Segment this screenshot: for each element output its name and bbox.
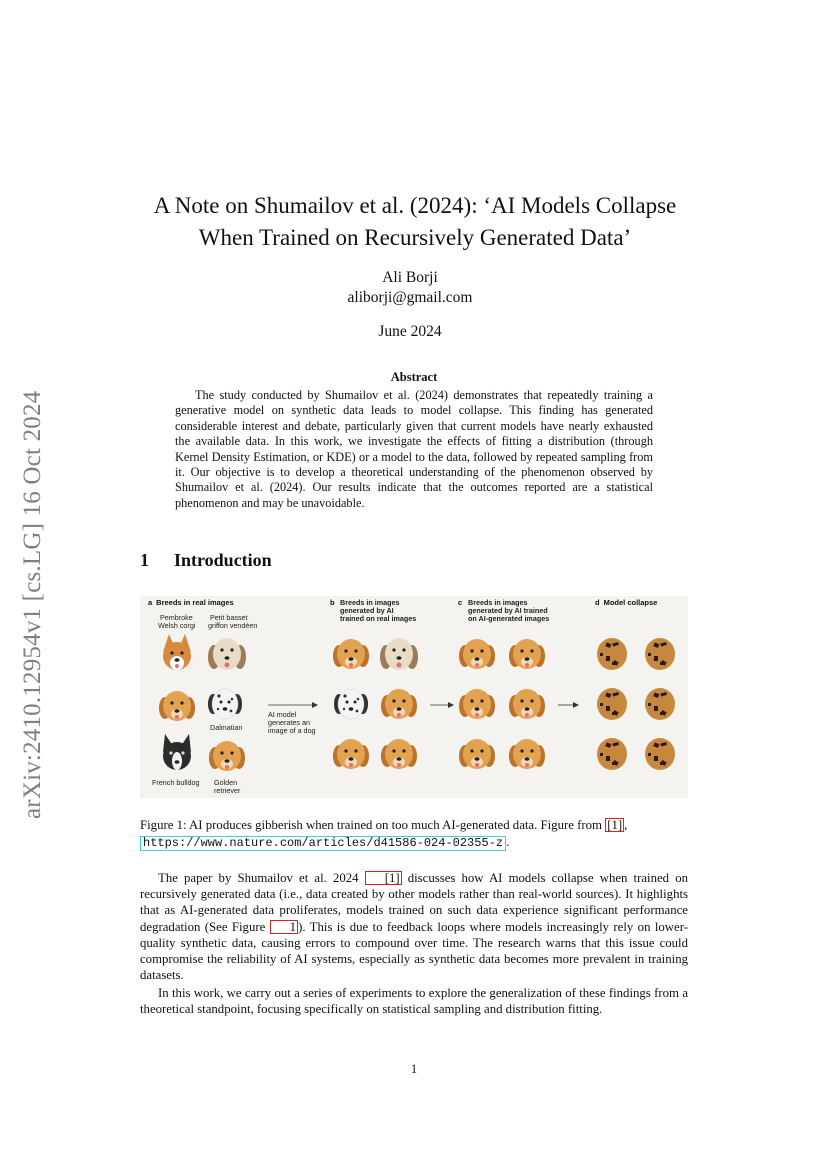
figure-reference-link[interactable]: 1 bbox=[270, 920, 298, 934]
panel-b-letter: b bbox=[330, 598, 335, 607]
paper-title bbox=[100, 190, 730, 254]
intro-paragraph-2: In this work, we carry out a series of experiments to explore the generalization of these findings from a theoretical standpoint, focusing specifically on statistical sampling and distribution fitting. bbox=[140, 986, 688, 1017]
gen2-dog-icon bbox=[459, 689, 495, 719]
figure-source-link[interactable]: https://www.nature.com/articles/d41586-024-02355-z bbox=[140, 836, 506, 851]
gen1-dalmatian-icon bbox=[334, 689, 368, 719]
arrowhead-icon bbox=[573, 702, 579, 708]
arxiv-identifier: arXiv:2410.12954v1 [cs.LG] 16 Oct 2024 bbox=[19, 390, 46, 820]
paragraph-text: discusses how AI models collapse when trained on recursively generated data (i.e., data created by other models rather than real-world sources). It highlights that as AI-generated data proliferates, models trained on such data experience significant performance degradation (See Figure bbox=[140, 871, 688, 934]
arrowhead-icon bbox=[448, 702, 454, 708]
arrow-label-1: AI model bbox=[268, 710, 297, 719]
dog-griffon-icon bbox=[208, 638, 246, 670]
gen1-dog-icon bbox=[333, 739, 369, 769]
dog-dalmatian-icon bbox=[208, 689, 242, 719]
panel-b-title-2: generated by AI bbox=[340, 606, 394, 615]
figure-illustration bbox=[140, 596, 688, 798]
gen2-dog-icon bbox=[509, 689, 545, 719]
title-line-1: A Note on Shumailov et al. (2024): ‘AI Models Collapse bbox=[153, 193, 677, 218]
panel-b-title-3: trained on real images bbox=[340, 614, 417, 623]
collapsed-dog-icon bbox=[597, 738, 627, 770]
panel-b-title-1: Breeds in images bbox=[340, 598, 400, 607]
author-block bbox=[220, 268, 600, 342]
gen1-dog-icon bbox=[381, 689, 417, 719]
label-golden-2: retriever bbox=[214, 786, 241, 795]
citation-link[interactable]: [1] bbox=[365, 871, 402, 885]
title-line-2: When Trained on Recursively Generated Data’ bbox=[198, 225, 632, 250]
page-number: 1 bbox=[410, 1062, 418, 1076]
dog-golden-icon bbox=[209, 741, 245, 771]
label-dalmatian: Dalmatian bbox=[210, 723, 243, 732]
caption-separator: , bbox=[624, 818, 628, 832]
label-corgi-2: Welsh corgi bbox=[158, 621, 196, 630]
section-heading bbox=[140, 550, 272, 571]
arrowhead-icon bbox=[312, 702, 318, 708]
gen2-dog-icon bbox=[459, 739, 495, 769]
panel-c-title-3: on AI-generated images bbox=[468, 614, 550, 623]
paragraph-text: ). This is due to feedback loops where models increasingly rely on lower-quality synthetic data, causing errors to compound over time. The research warns that this issue could compromise the reliability of AI systems, especially as synthetic data becomes more prevalent in training datasets. bbox=[140, 919, 688, 983]
dog-golden-icon bbox=[159, 691, 195, 721]
panel-c-title-2: generated by AI trained bbox=[468, 606, 548, 615]
section-number: 1 bbox=[140, 550, 149, 570]
panel-c-title-1: Breeds in images bbox=[468, 598, 528, 607]
caption-text: Figure 1: AI produces gibberish when trained on too much AI-generated data. Figure from bbox=[140, 818, 602, 832]
caption-end: . bbox=[506, 835, 510, 849]
panel-d-heading: d Model collapse bbox=[595, 598, 658, 607]
panel-a-heading: a Breeds in real images bbox=[148, 598, 234, 607]
author-name: Ali Borji bbox=[382, 269, 438, 286]
label-griffon-1: Petit basset bbox=[210, 613, 248, 622]
collapsed-dog-icon bbox=[597, 688, 627, 720]
collapsed-dog-icon bbox=[645, 738, 675, 770]
collapsed-dog-icon bbox=[645, 688, 675, 720]
author-email: aliborji@gmail.com bbox=[347, 289, 473, 306]
dog-corgi-icon bbox=[163, 634, 191, 670]
figure-caption bbox=[140, 817, 688, 851]
paragraph-text: The paper by Shumailov et al. 2024 bbox=[158, 871, 365, 885]
intro-paragraph-1 bbox=[140, 870, 688, 983]
arrow-label-3: image of a dog bbox=[268, 726, 316, 735]
arrow-label-2: generates an bbox=[268, 718, 310, 727]
collapsed-dog-icon bbox=[645, 638, 675, 670]
panel-c-letter: c bbox=[458, 598, 463, 607]
label-corgi-1: Pembroke bbox=[160, 613, 193, 622]
gen2-dog-icon bbox=[509, 739, 545, 769]
section-title: Introduction bbox=[174, 550, 272, 570]
gen1-dog-icon bbox=[333, 639, 369, 669]
gen1-griffon-icon bbox=[380, 638, 418, 670]
gen1-dog-icon bbox=[381, 739, 417, 769]
citation-link[interactable]: [1] bbox=[607, 818, 623, 832]
label-griffon-2: griffon vendéen bbox=[208, 621, 258, 630]
label-bulldog: French bulldog bbox=[152, 778, 200, 787]
figure-1 bbox=[140, 596, 688, 798]
abstract-text: The study conducted by Shumailov et al. (2024) demonstrates that repeatedly training a generative model on synthetic data leads to model collapse. This finding has generated considerable interest and debate, particularly given that current models have nearly exhausted the available data. In this work, we investigate the effects of fitting a distribution (through Kernel Density Estimation, or KDE) or a model to the data, followed by repeated sampling from it. Our objective is to develop a theoretical understanding of the phenomenon observed by Shumailov et al. (2024). Our results indicate that the outcomes reported are a statistical phenomenon and may be unavoidable. bbox=[175, 388, 653, 510]
abstract-heading: Abstract bbox=[390, 370, 438, 384]
label-golden-1: Golden bbox=[214, 778, 238, 787]
paper-date: June 2024 bbox=[378, 323, 442, 340]
gen2-dog-icon bbox=[459, 639, 495, 669]
dog-bulldog-icon bbox=[163, 734, 191, 770]
collapsed-dog-icon bbox=[597, 638, 627, 670]
gen2-dog-icon bbox=[509, 639, 545, 669]
